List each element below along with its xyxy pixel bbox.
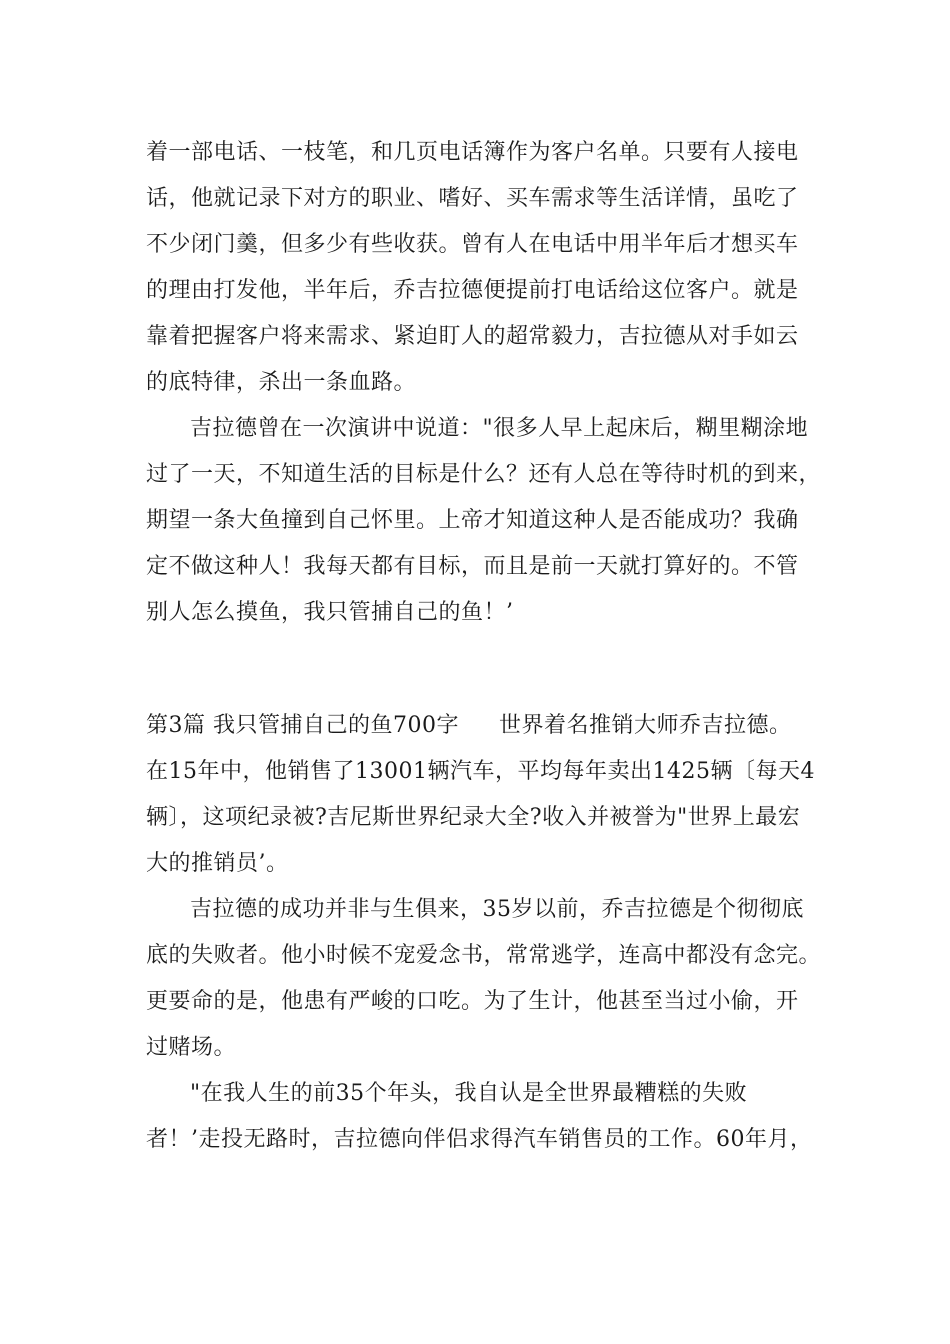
text-line: 吉拉德的成功并非与生俱来，35岁以前，乔吉拉德是个彻彻底 bbox=[190, 897, 804, 922]
text-line: 更要命的是，他患有严峻的口吃。为了生计，他甚至当过小偷，开 bbox=[146, 989, 799, 1014]
text-line: 靠着把握客户将来需求、紧迫盯人的超常毅力，吉拉德从对手如云 bbox=[146, 324, 799, 349]
text-line: 定不做这种人！我每天都有目标，而且是前一天就打算好的。不管 bbox=[146, 554, 799, 579]
section-heading: 第3篇 我只管捕自己的鱼700字 bbox=[146, 713, 459, 738]
text-line: 的理由打发他，半年后，乔吉拉德便提前打电话给这位客户。就是 bbox=[146, 278, 799, 303]
text-line: 在15年中，他销售了13001辆汽车，平均每年卖出1425辆〔每天4 bbox=[146, 759, 815, 784]
text-line: 底的失败者。他小时候不宠爱念书，常常逃学，连高中都没有念完。 bbox=[146, 943, 822, 968]
text-line: "在我人生的前35个年头，我自认是全世界最糟糕的失败 bbox=[190, 1081, 748, 1106]
text-line: 着一部电话、一枝笔，和几页电话簿作为客户名单。只要有人接电 bbox=[146, 140, 799, 165]
text-line: 过赌场。 bbox=[146, 1035, 237, 1060]
paragraph-block-2 bbox=[146, 703, 836, 1163]
section-heading-line bbox=[146, 703, 836, 749]
text-line: 辆〕，这项纪录被?吉尼斯世界纪录大全?收入并被誉为"世界上最宏 bbox=[146, 805, 801, 830]
text-line: 大的推销员’。 bbox=[146, 851, 289, 876]
text-line: 的底特律，杀出一条血路。 bbox=[146, 370, 417, 395]
text-line: 期望一条大鱼撞到自己怀里。上帝才知道这种人是否能成功？我确 bbox=[146, 508, 799, 533]
text-line: 过了一天，不知道生活的目标是什么？还有人总在等待时机的到来， bbox=[146, 462, 822, 487]
text-line: 话，他就记录下对方的职业、嗜好、买车需求等生活详情，虽吃了 bbox=[146, 186, 799, 211]
text-line: 吉拉德曾在一次演讲中说道："很多人早上起床后，糊里糊涂地 bbox=[190, 416, 809, 441]
text-line: 者！’走投无路时，吉拉德向伴侣求得汽车销售员的工作。60年月， bbox=[146, 1127, 813, 1152]
text-line: 别人怎么摸鱼，我只管捕自己的鱼！’ bbox=[146, 600, 514, 625]
text-line: 不少闭门羹，但多少有些收获。曾有人在电话中用半年后才想买车 bbox=[146, 232, 799, 257]
section-intro: 世界着名推销大师乔吉拉德。 bbox=[498, 713, 792, 738]
paragraph-block-1 bbox=[146, 130, 836, 636]
